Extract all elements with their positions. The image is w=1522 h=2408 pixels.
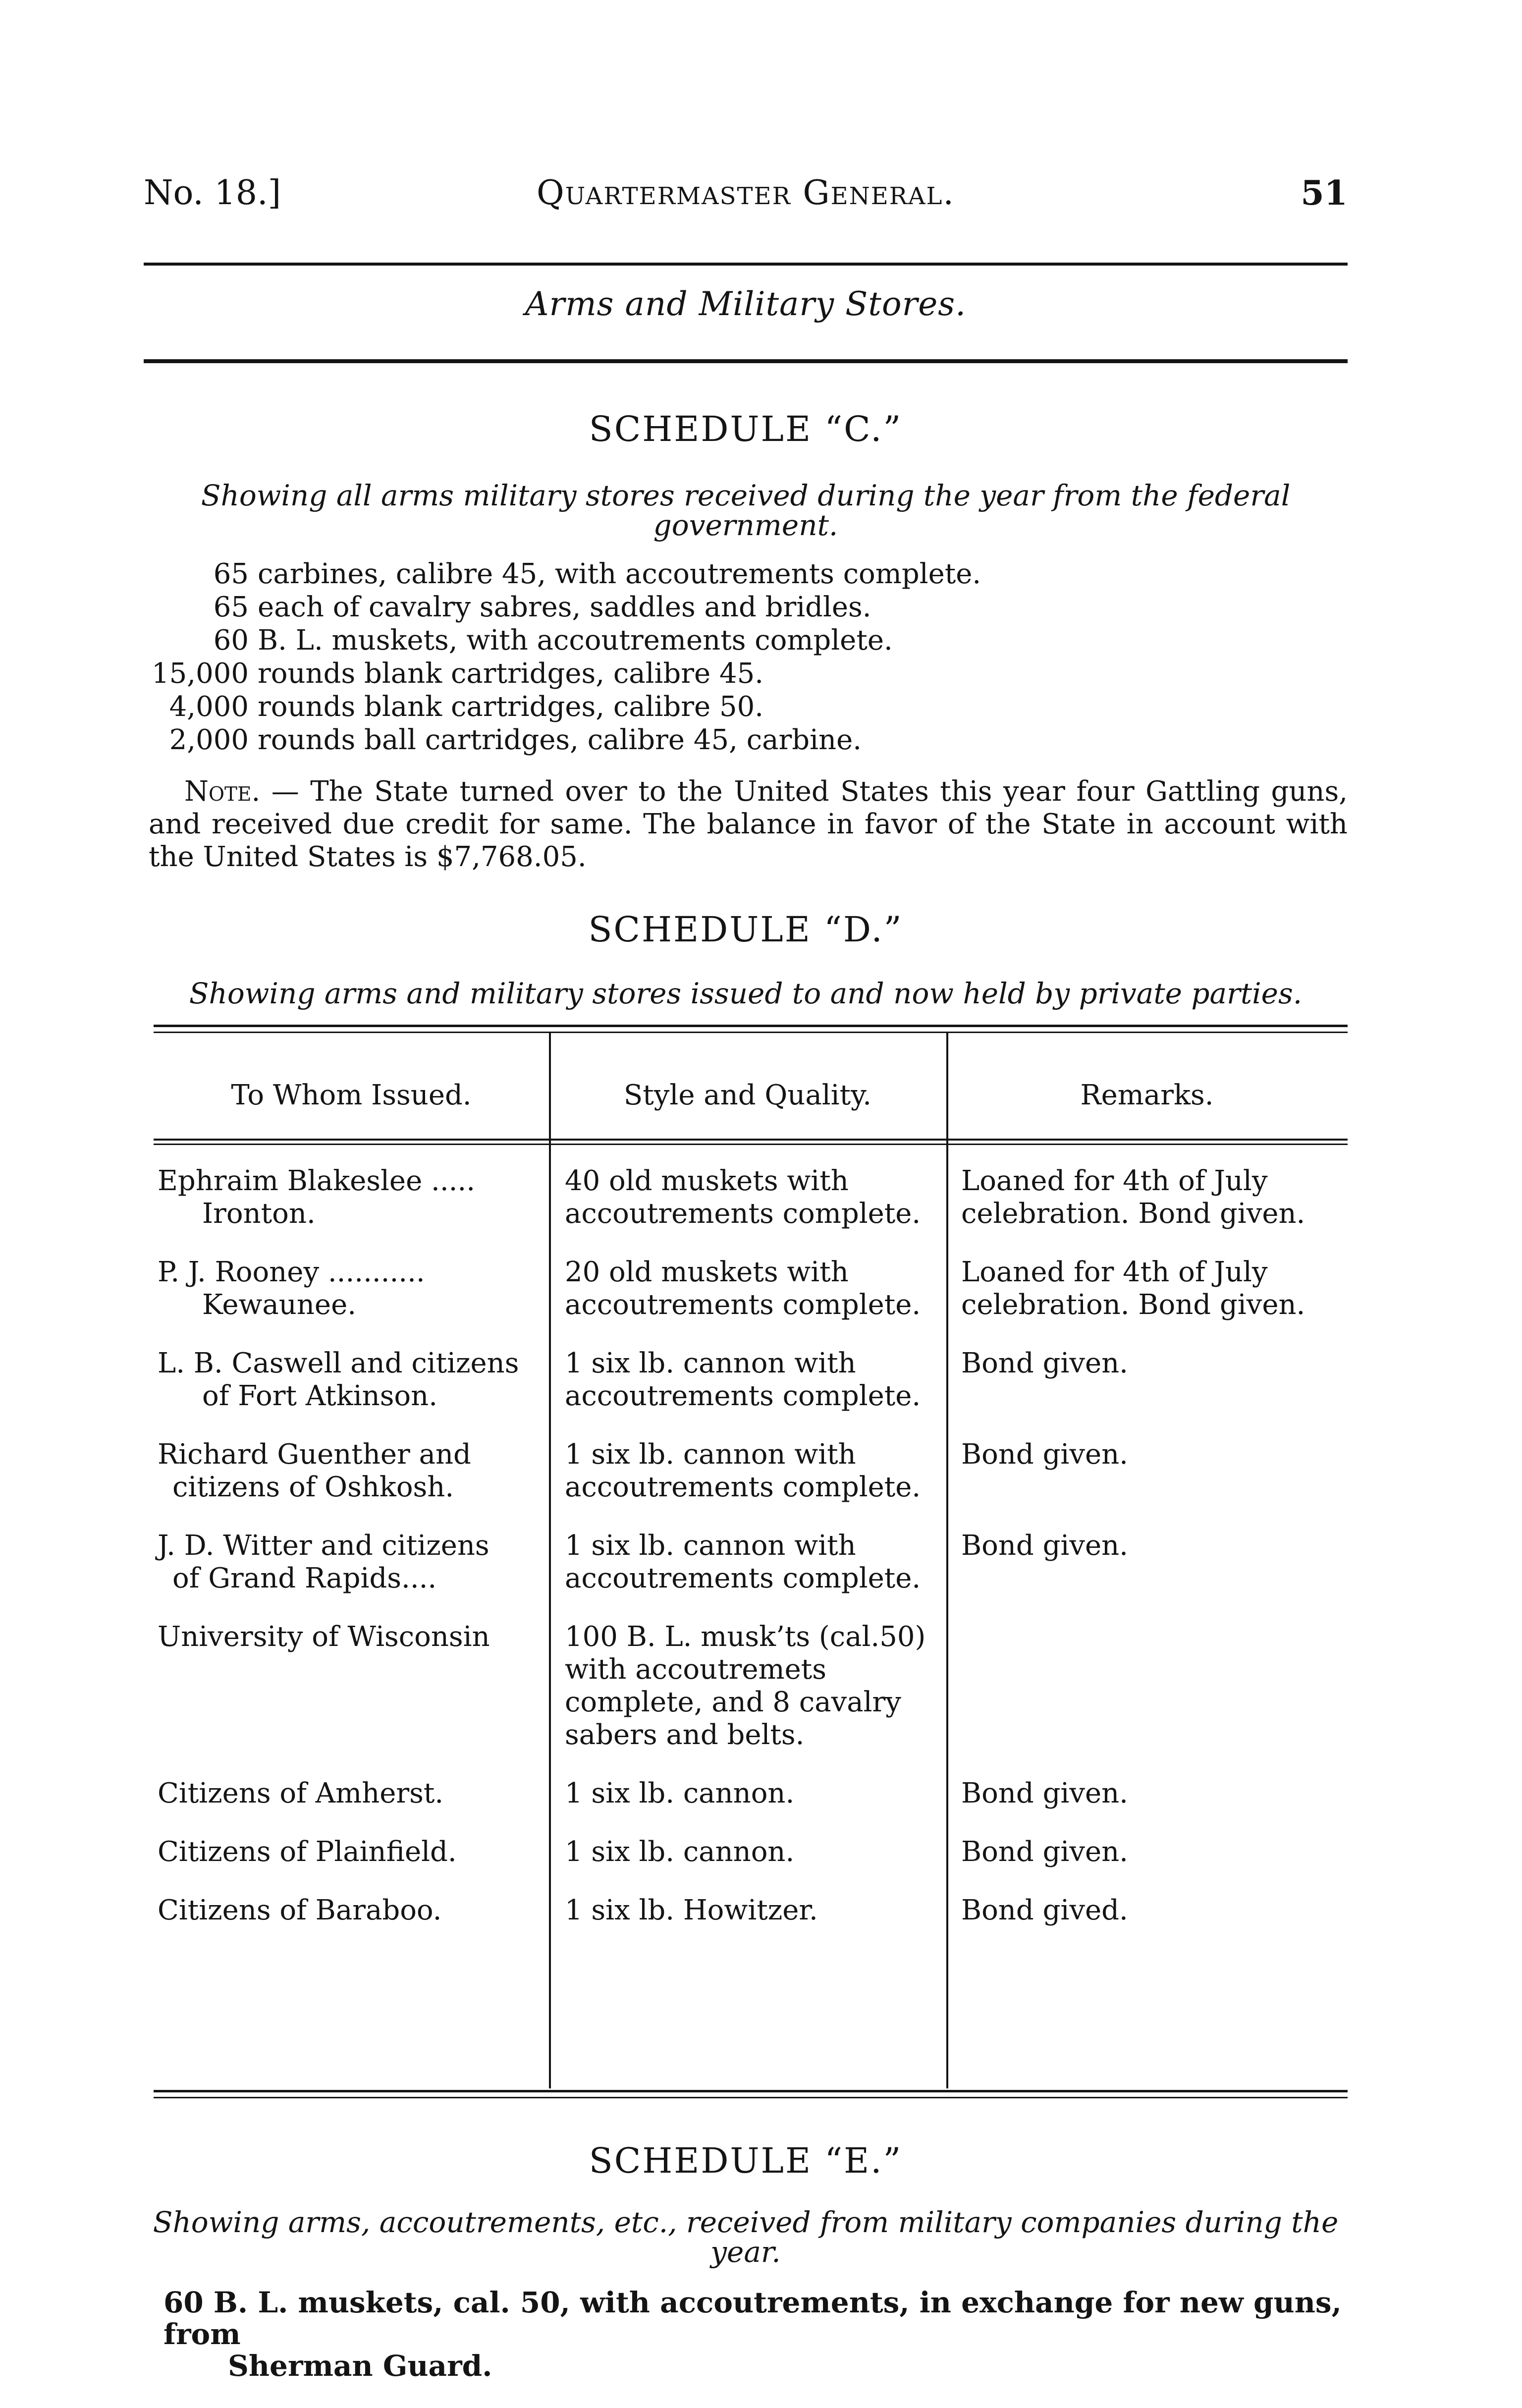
recipient-cell: [154, 1340, 549, 1431]
schedule-d-caption: Showing arms and military stores issued to and now held by private parties.: [189, 977, 1303, 1010]
list-item: [213, 557, 981, 591]
schedule-e-title: SCHEDULE “E.”: [589, 2140, 903, 2181]
recipient-cell: [154, 1158, 549, 1249]
item-text: rounds blank cartridges, calibre 45.: [258, 657, 764, 690]
remarks-cell: Bond given.: [961, 1347, 1128, 1379]
style-cell: 20 old muskets with accoutrements complete.: [565, 1256, 921, 1321]
item-quantity: 2,000: [169, 724, 249, 756]
item-text: rounds ball cartridges, calibre 45, carbine.: [258, 724, 862, 756]
item-quantity: 60: [213, 624, 249, 657]
table-top-rule: [154, 1025, 1348, 1027]
schedule-e-caption: Showing arms, accoutrements, etc., received from military companies during the year.: [153, 2205, 1339, 2269]
item-text: carbines, calibre 45, with accoutrements complete.: [258, 558, 981, 590]
remarks-cell: [946, 1614, 1348, 1770]
recipient-cell: [154, 1770, 549, 1829]
recipient-cell: [154, 1829, 549, 1887]
recipient-name: P. J. Rooney ...........: [158, 1256, 425, 1288]
table-row: [154, 1614, 1348, 1770]
recipient-name: Richard Guenther and: [158, 1438, 471, 1471]
recipient-name: University of Wisconsin: [158, 1621, 490, 1653]
schedule-c-title: SCHEDULE “C.”: [589, 409, 903, 449]
section-rule: [144, 359, 1348, 363]
table-row: [154, 1829, 1348, 1887]
recipient-place: Ironton.: [202, 1198, 316, 1230]
remarks-cell: Bond given.: [961, 1777, 1128, 1809]
note-body: — The State turned over to the United States this year four Gattling guns, and received due credit for same. The balance in favor of the State in account with the United States is $7,768.05.: [149, 775, 1348, 873]
remarks-cell: Bond given.: [961, 1438, 1128, 1471]
recipient-place: citizens of Oshkosh.: [172, 1471, 454, 1503]
table-header-row: [154, 1033, 1348, 1158]
table-row: [154, 1523, 1348, 1614]
recipient-cell: [154, 1431, 549, 1523]
remarks-cell: Loaned for 4th of July celebration. Bond given.: [961, 1256, 1305, 1321]
schedule-c-note: [149, 775, 1348, 874]
recipient-place: of Fort Atkinson.: [202, 1380, 438, 1412]
document-number: No. 18.]: [144, 173, 281, 213]
page-number: 51: [1301, 173, 1348, 213]
style-cell: 1 six lb. cannon.: [565, 1836, 795, 1868]
recipient-cell: [154, 1887, 549, 1946]
recipient-name: Citizens of Plainfield.: [158, 1836, 457, 1868]
recipient-name: Ephraim Blakeslee .....: [158, 1165, 476, 1197]
section-title: Arms and Military Stores.: [525, 285, 967, 323]
item-quantity: 15,000: [152, 657, 249, 690]
recipient-name: L. B. Caswell and citizens: [158, 1347, 519, 1379]
style-cell: 1 six lb. cannon with accoutrements complete.: [565, 1347, 921, 1412]
remarks-cell: Loaned for 4th of July celebration. Bond given.: [961, 1165, 1305, 1230]
schedule-e-entry-line: Sherman Guard.: [228, 2349, 492, 2383]
remarks-cell: Bond given.: [961, 1836, 1128, 1868]
style-cell: 100 B. L. musk’ts (cal.50) with accoutremets complete, and 8 cavalry sabers and belts.: [565, 1621, 926, 1751]
schedule-d-title: SCHEDULE “D.”: [588, 909, 903, 950]
item-text: rounds blank cartridges, calibre 50.: [258, 691, 764, 723]
item-quantity: 65: [213, 558, 249, 590]
note-lead: Note.: [184, 775, 261, 808]
issued-arms-table: [154, 1033, 1348, 1946]
remarks-cell: Bond gived.: [961, 1894, 1128, 1926]
table-bottom-rule: [154, 2097, 1348, 2098]
header-rule: [144, 263, 1348, 266]
item-text: B. L. muskets, with accoutrements complete.: [258, 624, 893, 657]
column-header: Style and Quality.: [623, 1079, 872, 1111]
style-cell: 40 old muskets with accoutrements complete.: [565, 1165, 921, 1230]
recipient-name: Citizens of Baraboo.: [158, 1894, 442, 1926]
recipient-place: Kewaunee.: [202, 1289, 357, 1321]
item-quantity: 4,000: [169, 691, 249, 723]
recipient-place: of Grand Rapids....: [172, 1562, 437, 1594]
table-row: [154, 1158, 1348, 1249]
column-header: To Whom Issued.: [231, 1079, 472, 1111]
column-header: Remarks.: [1080, 1079, 1214, 1111]
style-cell: 1 six lb. cannon with accoutrements complete.: [565, 1530, 921, 1594]
list-item: [152, 657, 981, 690]
schedule-e-entry-line: 60 B. L. muskets, cal. 50, with accoutrements, in exchange for new guns, from: [163, 2286, 1342, 2351]
list-item: [169, 723, 981, 757]
table-row: [154, 1887, 1348, 1946]
schedule-e-entry: [163, 2287, 1353, 2382]
recipient-cell: [154, 1614, 549, 1770]
recipient-name: Citizens of Amherst.: [158, 1777, 444, 1809]
style-cell: 1 six lb. Howitzer.: [565, 1894, 818, 1926]
table-row: [154, 1770, 1348, 1829]
style-cell: 1 six lb. cannon with accoutrements complete.: [565, 1438, 921, 1503]
recipient-cell: [154, 1249, 549, 1340]
table-row: [154, 1340, 1348, 1431]
running-head: [144, 173, 1348, 223]
schedule-c-items: [152, 557, 981, 757]
list-item: [213, 624, 981, 657]
running-title: Quartermaster General.: [536, 173, 955, 213]
item-text: each of cavalry sabres, saddles and bridles.: [258, 591, 871, 623]
table-row: [154, 1249, 1348, 1340]
table-row: [154, 1431, 1348, 1523]
item-quantity: 65: [213, 591, 249, 623]
schedule-c-caption: Showing all arms military stores received during the year from the federal government.: [201, 479, 1291, 542]
table-bottom-rule: [154, 2090, 1348, 2092]
remarks-cell: Bond given.: [961, 1530, 1128, 1562]
list-item: [213, 591, 981, 624]
recipient-name: J. D. Witter and citizens: [158, 1530, 489, 1562]
list-item: [169, 690, 981, 723]
style-cell: 1 six lb. cannon.: [565, 1777, 795, 1809]
recipient-cell: [154, 1523, 549, 1614]
